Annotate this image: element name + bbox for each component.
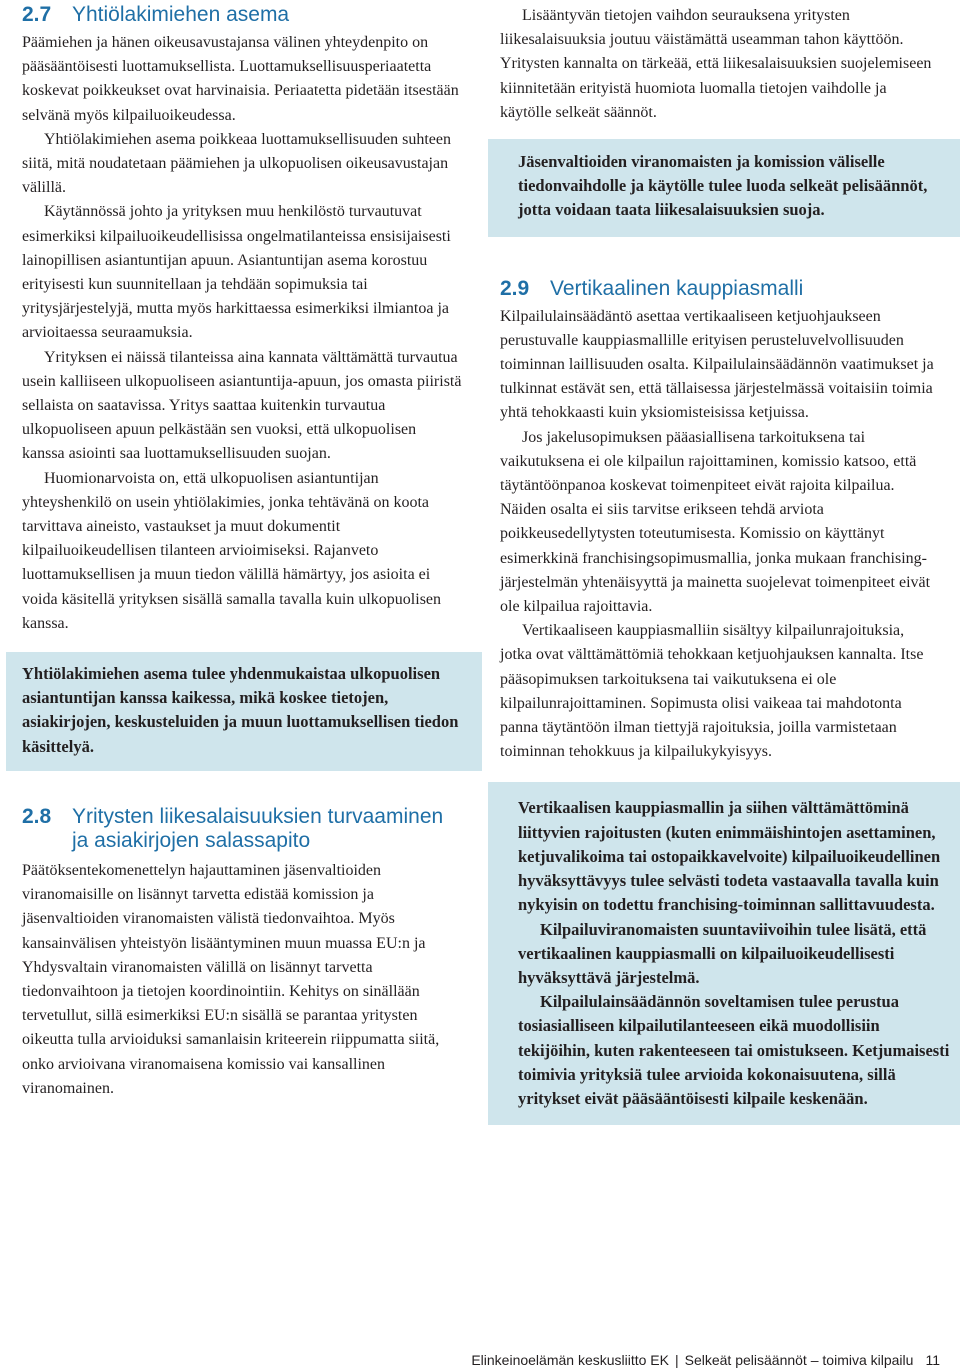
paragraph: Vertikaaliseen kauppiasmalliin sisältyy kilpailunrajoituksia, jotka ovat välttämättömiä tehokkaan ketjuohjauksen kannalta. Itse pääsopimuksen tarkoituksena tai vaikutuksena ei ole kilpailunrajoittaminen. Sopimusta olisi vaikeaa tai mahdotonta panna täytäntöön ilman tiettyjä rajoituksia, joilla varmistetaan toiminnan tehokkuus ja kilpailukykyisyys. xyxy=(500,622,924,761)
highlight-box xyxy=(488,139,960,237)
section-number: 2.7 xyxy=(22,3,52,26)
footer-publication: Selkeät pelisäännöt xyxy=(684,1352,807,1368)
section-2-8-heading xyxy=(22,805,462,853)
paragraph: Päämiehen ja hänen oikeusavustajansa välinen yhteydenpito on pääsääntöisesti luottamuksellista. Luottamuksellisuusperiaatetta koskevat poikkeukset ovat harvinaisia. Periaatetta pidetään itsestään selvänä myös kilpailuoikeudessa. xyxy=(22,34,459,124)
paragraph: Kilpailulainsäädäntö asettaa vertikaaliseen ketjuohjaukseen perustuvalle kauppiasmallille erityisen perusteluvelvollisuuden toiminnan laillisuuden osalta. Kilpailulainsäädännön vaatimukset ja tulkinnat estävät sen, että tällaisessa järjestelmässä voitaisiin toimia yhtä tehokkaasti kuin yksiomisteisissa ketjuissa. xyxy=(500,307,934,422)
highlight-box xyxy=(6,652,482,771)
paragraph: Käytännössä johto ja yrityksen muu henkilöstö turvautuvat esimerkiksi kilpailuoikeudellisissa ongelmatilanteissa ensisijaisesti lainopillisen asiantuntijan apuun. Asiantuntijan asema korostuu erityisesti kun suunnitellaan ja tehdään sopimuksia tai yritysjärjestelyjä, mutta myös harkittaessa esimerkiksi ilmiantoa ja arvioitaessa seuraamuksia. xyxy=(22,203,451,342)
footer-dash: – xyxy=(810,1352,819,1368)
highlight-text: Vertikaalisen kauppiasmallin ja siihen välttämättöminä liittyvien rajoitusten (kuten enimmäishintojen asettaminen, ketjuvalikoima tai ostopaikkavelvoite) kilpailuoikeudellinen hyväksyttävyys tulee selvästi todeta vastaavalla tavalla kuin nykyisin on todettu franchising-toiminnan sallittavuudesta. xyxy=(518,798,941,915)
section-title: Yritysten liikesalaisuuksien turvaaminen ja asiakirjojen salassapito xyxy=(72,804,444,852)
page-number: 11 xyxy=(925,1352,940,1368)
highlight-text: Yhtiölakimiehen asema tulee yhdenmukaistaa ulkopuolisen asiantuntijan kanssa kaikessa, mikä koskee tietojen, asiakirjojen, keskusteluiden ja muun luottamuksellisen tiedon käsittelyä. xyxy=(22,664,459,756)
paragraph: Jos jakelusopimuksen pääasiallisena tarkoituksena tai vaikutuksena ei ole kilpailun rajoittaminen, komissio katsoo, että täytäntöönpanoa koskevat toimenpiteet eivät rajoita kilpailua. Näiden osalta ei siis tarvitse erikseen tehdä arviota poikkeusedellytysten toteutumisesta. Komissio on käyttänyt esimerkkinä franchisingsopimusmallia, jonka mukaan franchising-järjestelmän yhtenäisyyttä ja mainetta suojelevat toimenpiteet eivät ole kilpailua rajoittavia. xyxy=(500,428,931,616)
paragraph: Yhtiölakimiehen asema poikkeaa luottamuksellisuuden suhteen siitä, mitä noudatetaan päämiehen ja ulkopuolisen oikeusavustajan välillä. xyxy=(22,130,452,197)
section-2-7-heading xyxy=(22,3,462,27)
section-title: Yhtiölakimiehen asema xyxy=(72,3,290,26)
highlight-text: Kilpailulainsäädännön soveltamisen tulee perustua tosiasialliseen kilpailutilanteeseen eikä muodollisiin tekijöihin, kuten rakenteeseen tai omistukseen. Ketjumaisesti toimivia yrityksiä tulee arvioida kokonaisuutena, sillä yritykset eivät pääsääntöisesti kilpaile keskenään. xyxy=(518,992,950,1108)
paragraph: Huomionarvoista on, että ulkopuolisen asiantuntijan yhteyshenkilö on usein yhtiölakimies, jonka tehtävänä on koota tarvittava aineisto, vastaukset ja muut dokumentit kilpailuoikeudellisen tilanteen arvioimiseksi. Rajanveto luottamuksellisen ja muun tiedon välillä hämärtyy, jos asioita ei voida käsitellä yrityksen sisällä samalla tavalla kuin ulkopuolisen kanssa. xyxy=(22,469,442,632)
section-2-9-heading xyxy=(500,277,940,301)
highlight-text: Kilpailuviranomaisten suuntaviivoihin tulee lisätä, että vertikaalinen kauppiasmalli on kilpailuoikeudellisesti hyväksyttävä järjestelmä. xyxy=(518,919,927,987)
section-number: 2.9 xyxy=(500,276,530,300)
footer-separator: | xyxy=(674,1352,679,1368)
paragraph: Päätöksentekomenettelyn hajauttaminen jäsenvaltioiden viranomaisille on lisännyt tarvetta edistää komission ja jäsenvaltioiden viranomaisten välistä tiedonvaihtoa. Myös kansainvälisen yhteistyön lisääntyminen muun muassa EU:n ja Yhdysvaltain viranomaisten välillä on lisännyt tarvetta tiedonvaihtoon ja tietojen koordinointiin. Kehitys on sinällään tervetullut, sillä esimerkiksi EU:n sisällä se parantaa yritysten oikeutta tulla arvioiduksi samanlaisin kriteerein riippumatta siitä, onko arvioivana viranomaisena komissio vai kansallinen viranomainen. xyxy=(22,861,440,1097)
footer-subtitle: toimiva kilpailu xyxy=(822,1352,914,1368)
highlight-text: Jäsenvaltioiden viranomaisten ja komission väliselle tiedonvaihdolle ja käytölle tulee luoda selkeät pelisäännöt, jotta voidaan taata liikesalaisuuksien suoja. xyxy=(518,152,928,220)
section-number: 2.8 xyxy=(22,804,52,828)
paragraph: Yrityksen ei näissä tilanteissa aina kannata välttämättä turvautua usein kalliiseen ulkopuoliseen asiantuntija-apuun, jos omasta piiristä sellaista on saatavissa. Yritys saattaa kuitenkin turvautua ulkopuoliseen apuun pelkästään sen vuoksi, että ulkopuolisen kanssa asiointi saa luottamuksellisuuden suojan. xyxy=(22,348,462,463)
right-column xyxy=(500,0,950,1125)
section-title: Vertikaalinen kauppiasmalli xyxy=(550,276,804,300)
page-footer xyxy=(380,1351,940,1369)
left-column xyxy=(22,0,462,1101)
footer-org: Elinkeinoelämän keskusliitto EK xyxy=(471,1352,669,1368)
paragraph: Lisääntyvän tietojen vaihdon seurauksena yritysten liikesalaisuuksia joutuu väistämättä useamman tahon käyttöön. Yritysten kannalta on tärkeää, että liikesalaisuuksien suojelemiseen kiinnitetään erityistä huomiota luomalla tietojen vaihdolle ja käytölle selkeät säännöt. xyxy=(500,7,932,121)
highlight-box xyxy=(488,782,960,1125)
